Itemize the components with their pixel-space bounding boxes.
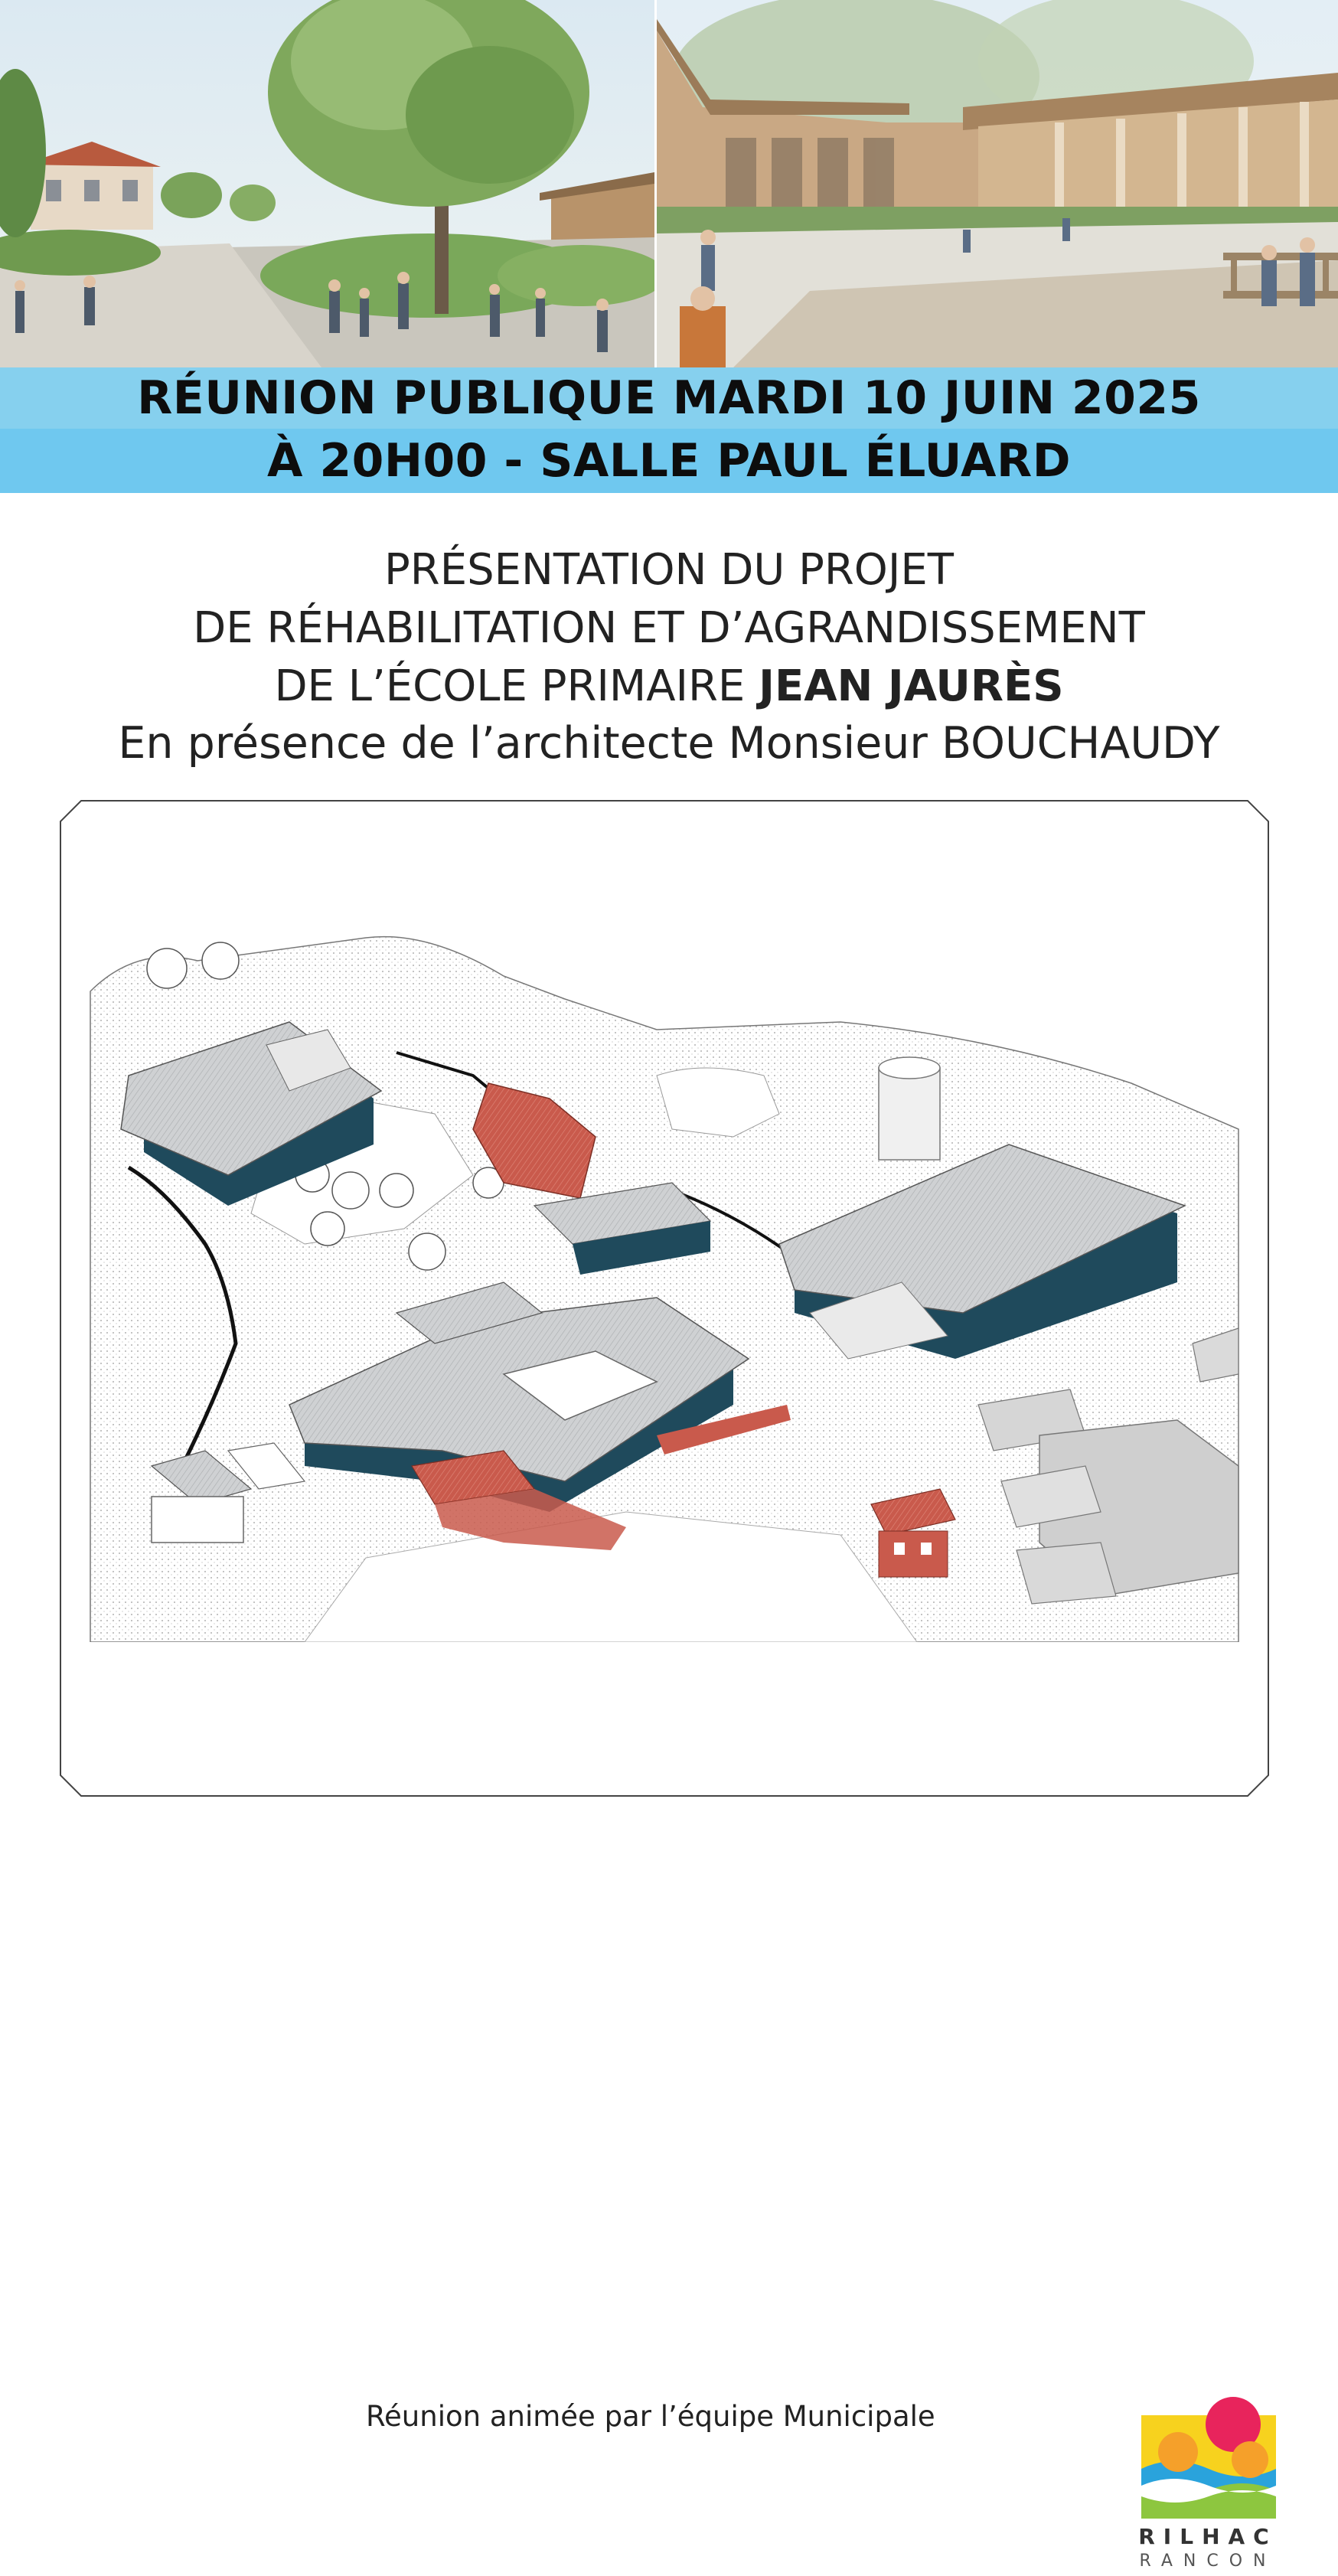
render-photo-courtyard [0, 0, 654, 367]
banner-date-text: RÉUNION PUBLIQUE MARDI 10 JUIN 2025 [137, 371, 1201, 425]
logo-name-line-2: RANCON [1139, 2552, 1277, 2571]
architectural-plan-drawing [75, 884, 1254, 1642]
render-photo-school-building [657, 0, 1338, 367]
presentation-school-prefix: DE L’ÉCOLE PRIMAIRE [274, 661, 759, 711]
banner-time-location-text: À 20H00 - SALLE PAUL ÉLUARD [267, 434, 1071, 488]
architect-line: En présence de l’architecte Monsieur BOUCHAUDY [118, 718, 1220, 769]
caption-text: Réunion animée par l’équipe Municipale [366, 2400, 935, 2433]
banner-line-1 [0, 367, 1338, 429]
presentation-line-3 [0, 661, 1338, 711]
banner-line-2 [0, 429, 1338, 493]
logo-name-line-1: RILHAC [1138, 2524, 1278, 2549]
plan-frame [60, 800, 1278, 2571]
town-logo [1135, 2392, 1281, 2576]
school-name: JEAN JAURÈS [759, 661, 1064, 711]
presentation-line-1: PRÉSENTATION DU PROJET [384, 545, 954, 595]
presentation-line-2: DE RÉHABILITATION ET D’AGRANDISSEMENT [193, 603, 1145, 653]
